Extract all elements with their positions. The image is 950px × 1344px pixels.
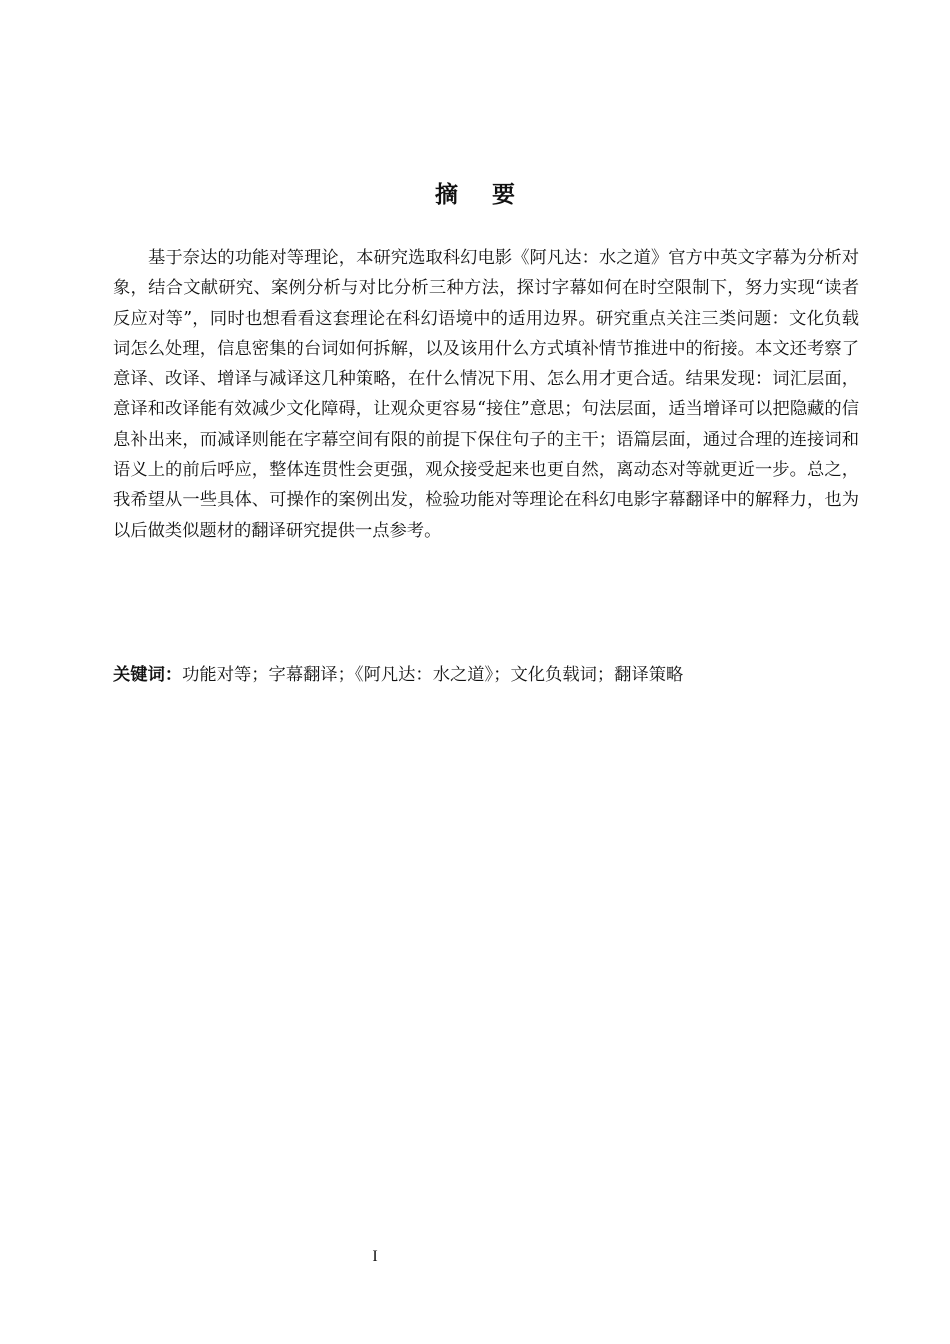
abstract-title: 摘要 bbox=[435, 182, 549, 208]
keywords-line bbox=[113, 660, 859, 690]
abstract-body: 基于奈达的功能对等理论，本研究选取科幻电影《阿凡达：水之道》官方中英文字幕为分析对象，结合文献研究、案例分析与对比分析三种方法，探讨字幕如何在时空限制下，努力实现“读者反应对等”，同时也想看看这套理论在科幻语境中的适用边界。研究重点关注三类问题：文化负载词怎么处理，信息密集的台词如何拆解，以及该用什么方式填补情节推进中的衔接。本文还考察了意译、改译、增译与减译这几种策略，在什么情况下用、怎么用才更合适。结果发现：词汇层面，意译和改译能有效减少文化障碍，让观众更容易“接住”意思；句法层面，适当增译可以把隐藏的信息补出来，而减译则能在字幕空间有限的前提下保住句子的主干；语篇层面，通过合理的连接词和语义上的前后呼应，整体连贯性会更强，观众接受起来也更自然，离动态对等就更近一步。总之，我希望从一些具体、可操作的案例出发，检验功能对等理论在科幻电影字幕翻译中的解释力，也为以后做类似题材的翻译研究提供一点参考。 bbox=[113, 248, 859, 541]
keywords-label: 关键词： bbox=[113, 665, 183, 685]
keywords-list: 功能对等；字幕翻译；《阿凡达：水之道》；文化负载词；翻译策略 bbox=[182, 665, 684, 685]
page-number: I bbox=[372, 1248, 378, 1265]
